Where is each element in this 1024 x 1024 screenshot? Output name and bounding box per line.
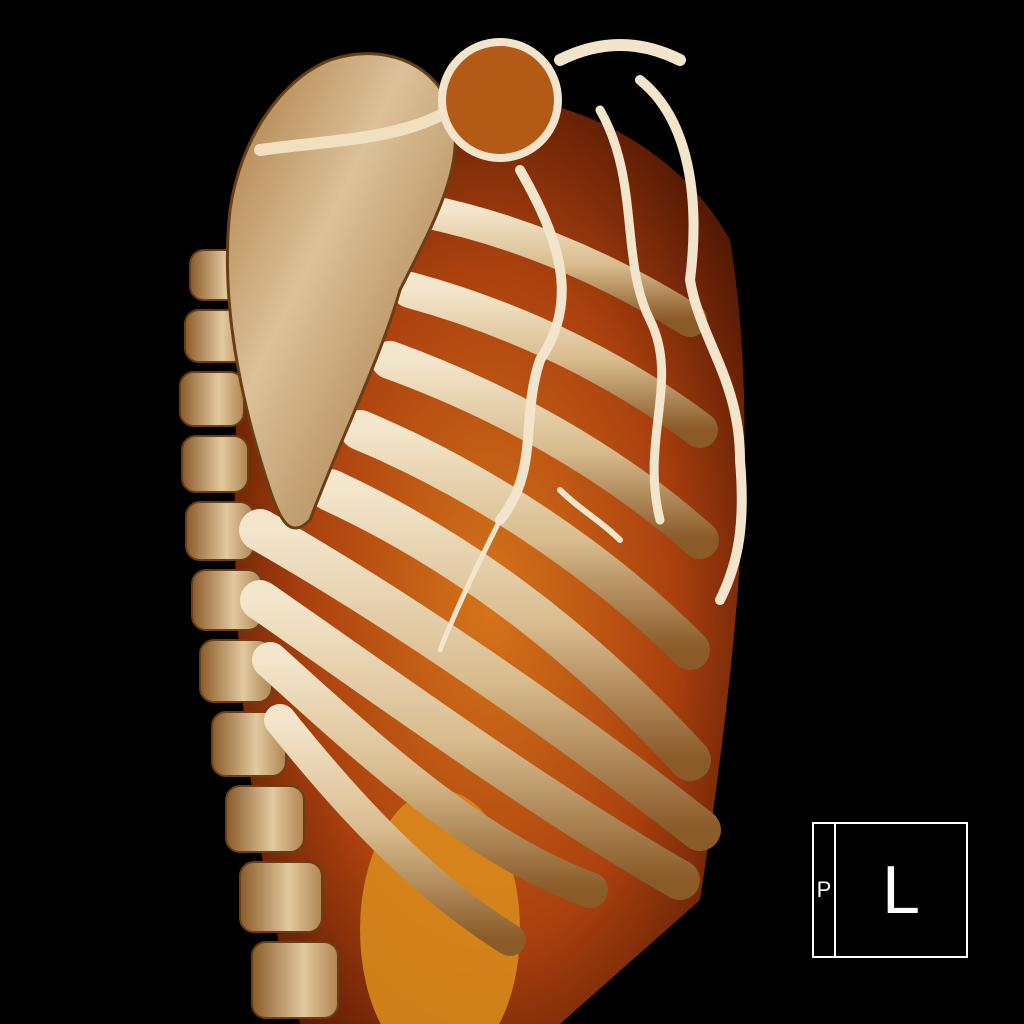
vessel [560,45,680,60]
humeral-head [442,42,558,158]
orientation-front-label: L [834,822,968,958]
orientation-side-label: P [812,822,834,958]
orientation-cube[interactable] [812,822,970,958]
